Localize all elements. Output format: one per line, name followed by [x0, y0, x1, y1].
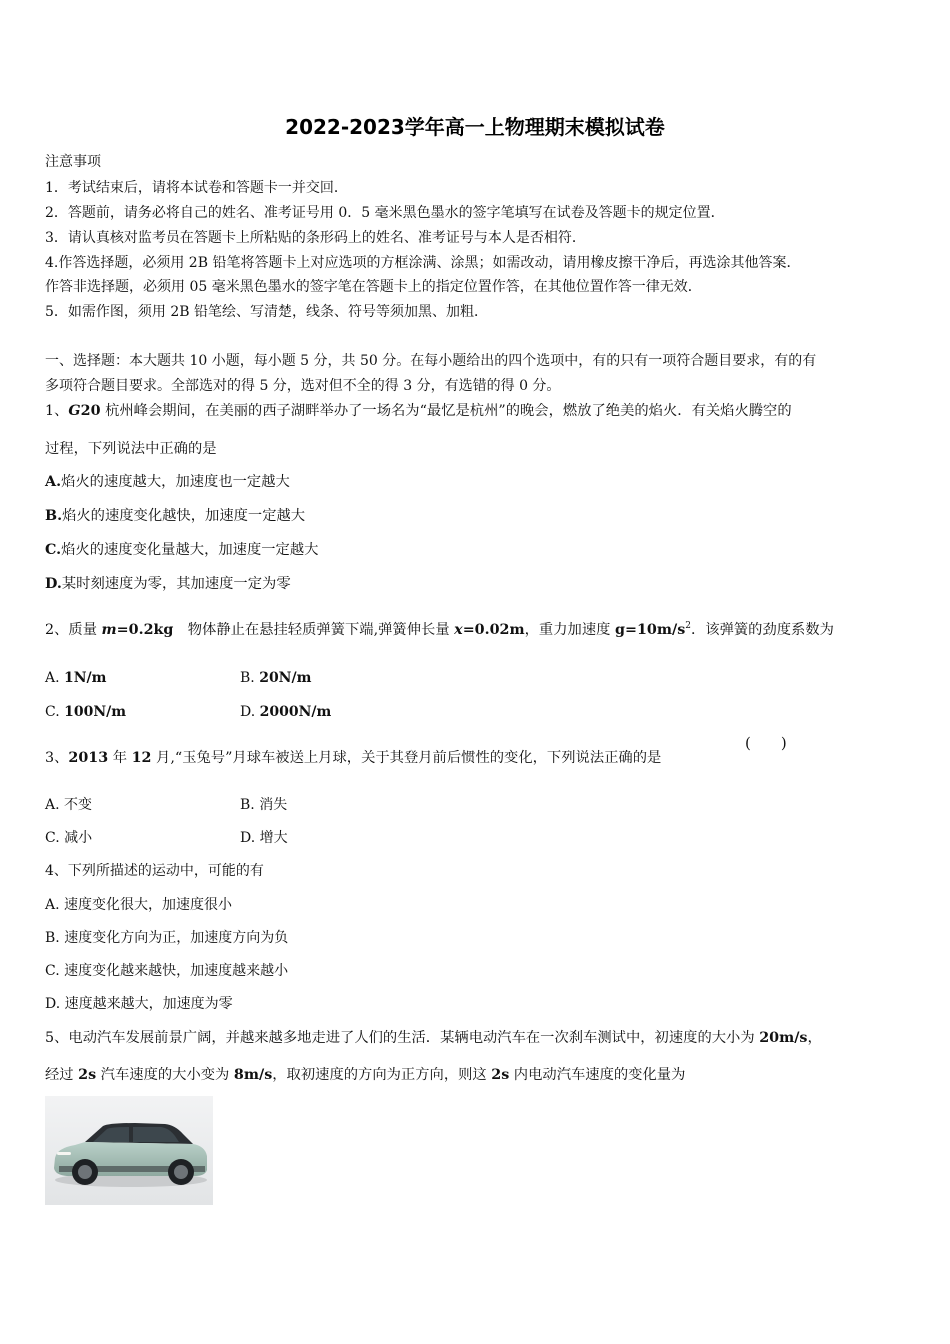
question-number: 1、 — [45, 403, 69, 419]
question-3-option-c — [45, 829, 92, 847]
section-heading-cont: 多项符合题目要求。全部选对的得 5 分，选对但不全的得 3 分，有选错的得 0 分。 — [45, 378, 561, 394]
q2-mass-value: =0.2kg — [116, 622, 174, 638]
question-3-stem — [45, 749, 661, 767]
option-letter: B. — [45, 508, 63, 524]
question-4-stem: 4、下列所描述的运动中，可能的有 — [45, 863, 264, 879]
q5-initial-speed: 20m/s — [759, 1030, 808, 1046]
q5-text-4: 汽车速度的大小变为 — [96, 1067, 234, 1083]
notice-heading: 注意事项 — [45, 154, 101, 170]
question-1-stem — [45, 402, 792, 420]
option-letter: D. — [240, 830, 260, 846]
option-text: 焰火的速度变化越快，加速度一定越大 — [62, 508, 306, 524]
option-text: 减小 — [64, 830, 93, 846]
q3-month: 12 — [131, 750, 152, 766]
q3-text-2: 年 — [108, 750, 132, 766]
q5-text-3: 经过 — [45, 1067, 79, 1083]
option-letter: D. — [240, 704, 260, 720]
notice-item-4-cont: 作答非选择题，必须用 05 毫米黑色墨水的签字笔在答题卡上的指定位置作答，在其他位置作答一律无效． — [45, 279, 702, 295]
notice-item-5: 5．如需作图，须用 2B 铅笔绘、写清楚，线条、符号等须加黑、加粗． — [45, 304, 489, 320]
question-3-option-b — [240, 796, 287, 814]
question-1-option-a — [45, 473, 290, 491]
question-4-option-c: C. 速度变化越来越快，加速度越来越小 — [45, 963, 289, 979]
question-4-option-b: B. 速度变化方向为正，加速度方向为负 — [45, 930, 289, 946]
option-text: 焰火的速度变化量越大，加速度一定越大 — [61, 542, 319, 558]
option-text: 焰火的速度越大，加速度也一定越大 — [61, 474, 290, 490]
page-title: 2022-2023学年高一上物理期末模拟试卷 — [285, 115, 665, 139]
q5-final-speed: 8m/s — [233, 1067, 273, 1083]
option-letter: B. — [240, 797, 260, 813]
q5-text-6: 内电动汽车速度的变化量为 — [509, 1067, 686, 1083]
question-2-option-b — [240, 669, 311, 687]
option-letter: B. — [240, 670, 260, 686]
question-3-option-a — [45, 796, 92, 814]
q2-text-4: ．该弹簧的劲度系数为 — [690, 622, 834, 638]
option-letter: D. — [45, 576, 62, 592]
q2-var-m: m — [101, 622, 117, 638]
question-2-option-c — [45, 703, 126, 721]
question-2-option-d — [240, 703, 331, 721]
question-5-stem — [45, 1029, 822, 1047]
question-4-option-a: A. 速度变化很大，加速度很小 — [45, 897, 233, 913]
option-letter: A. — [45, 797, 65, 813]
q3-year: 2013 — [68, 750, 109, 766]
question-4-option-d: D. 速度越来越大，加速度为零 — [45, 996, 233, 1012]
q2-text-2: 物体静止在悬挂轻质弹簧下端,弹簧伸长量 — [173, 622, 455, 638]
option-text: 1N/m — [64, 670, 107, 686]
option-text: 2000N/m — [259, 704, 332, 720]
q5-text-2: ， — [807, 1030, 822, 1046]
question-1-stem-cont: 过程，下列说法中正确的是 — [45, 441, 217, 457]
question-2-stem — [45, 621, 834, 639]
option-text: 不变 — [64, 797, 93, 813]
q5-time-2: 2s — [491, 1067, 510, 1083]
q3-text-3: 月,“玉兔号”月球车被送上月球，关于其登月前后惯性的变化，下列说法正确的是 — [151, 750, 662, 766]
q2-var-x: x — [454, 622, 463, 638]
q2-gravity-value: g=10m/s — [614, 622, 686, 638]
q2-superscript: 2 — [685, 621, 691, 632]
option-text: 某时刻速度为零，其加速度一定为零 — [61, 576, 291, 592]
option-letter: C. — [45, 542, 62, 558]
car-illustration — [45, 1096, 213, 1205]
question-1-option-d — [45, 575, 291, 593]
q2-extension-value: =0.02m — [462, 622, 525, 638]
option-letter: A. — [45, 474, 62, 490]
q3-text-1: 3、 — [45, 750, 69, 766]
option-letter: C. — [45, 830, 65, 846]
g20-letter: G — [68, 403, 81, 419]
g20-number: 20 — [80, 403, 101, 419]
question-3-option-d — [240, 829, 288, 847]
option-text: 20N/m — [259, 670, 312, 686]
notice-item-3: 3．请认真核对监考员在答题卡上所粘贴的条形码上的姓名、准考证号与本人是否相符． — [45, 230, 586, 246]
section-heading: 一、选择题：本大题共 10 小题，每小题 5 分，共 50 分。在每小题给出的四个选项中，有的只有一项符合题目要求，有的有 — [45, 353, 817, 369]
question-1-option-b — [45, 507, 305, 525]
answer-parentheses: ( ) — [745, 734, 787, 752]
option-text: 消失 — [259, 797, 288, 813]
q2-text-3: ，重力加速度 — [524, 622, 615, 638]
q5-text-5: ，取初速度的方向为正方向，则这 — [272, 1067, 492, 1083]
notice-item-1: 1．考试结束后，请将本试卷和答题卡一并交回． — [45, 180, 348, 196]
option-text: 增大 — [259, 830, 288, 846]
question-2-option-a — [45, 669, 106, 687]
option-text: 100N/m — [64, 704, 127, 720]
question-1-option-c — [45, 541, 318, 559]
option-letter: A. — [45, 670, 65, 686]
q5-text-1: 5、电动汽车发展前景广阔，并越来越多地走进了人们的生活．某辆电动汽车在一次刹车测试中，初速度的大小为 — [45, 1030, 760, 1046]
notice-item-4: 4.作答选择题，必须用 2B 铅笔将答题卡上对应选项的方框涂满、涂黑；如需改动，请用橡皮擦干净后，再选涂其他答案． — [45, 255, 801, 271]
notice-item-2: 2．答题前，请务必将自己的姓名、准考证号用 0．5 毫米黑色墨水的签字笔填写在试卷及答题卡的规定位置． — [45, 205, 725, 221]
q5-time: 2s — [78, 1067, 97, 1083]
option-letter: C. — [45, 704, 65, 720]
question-5-stem-cont — [45, 1066, 685, 1084]
electric-car-image — [45, 1096, 213, 1205]
q2-text-1: 2、质量 — [45, 622, 102, 638]
question-1-text: 杭州峰会期间，在美丽的西子湖畔举办了一场名为“最忆是杭州”的晚会，燃放了绝美的焰火．有关焰火腾空的 — [100, 403, 792, 419]
